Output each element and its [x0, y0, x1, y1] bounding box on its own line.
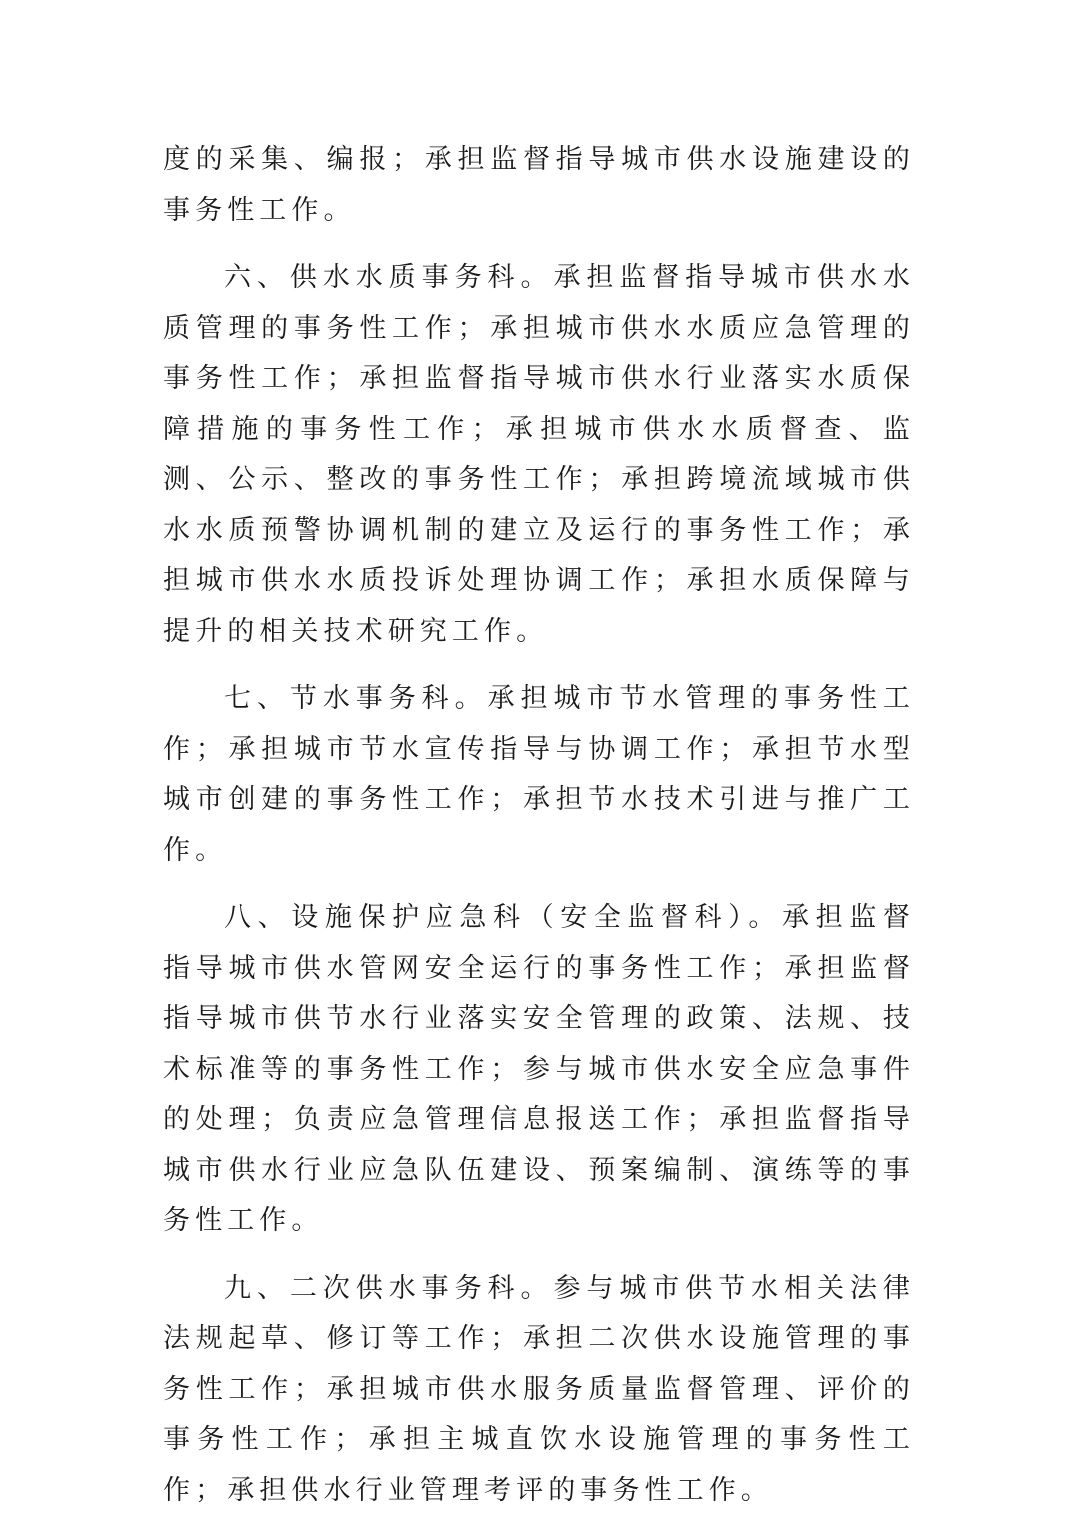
- paragraph-section-7-water-saving: 七、节水事务科。承担城市节水管理的事务性工作；承担城市节水宣传指导与协调工作；承担节水型城市创建的事务性工作；承担节水技术引进与推广工作。: [163, 683, 915, 866]
- paragraph-section-9-secondary-supply: 九、二次供水事务科。参与城市供节水相关法律法规起草、修订等工作；承担二次供水设施管理的事务性工作；承担城市供水服务质量监督管理、评价的事务性工作；承担主城直饮水设施管理的事务性工作；承担供水行业管理考评的事务性工作。: [163, 1272, 915, 1506]
- paragraph-section-8-facility-protection: 八、设施保护应急科（安全监督科）。承担监督指导城市供水管网安全运行的事务性工作；承担监督指导城市供节水行业落实安全管理的政策、法规、技术标准等的事务性工作；参与城市供水安全应急事件的处理；负责应急管理信息报送工作；承担监督指导城市供水行业应急队伍建设、预案编制、演练等的事务性工作。: [163, 902, 915, 1236]
- paragraph-section-6-water-quality: 六、供水水质事务科。承担监督指导城市供水水质管理的事务性工作；承担城市供水水质应急管理的事务性工作；承担监督指导城市供水行业落实水质保障措施的事务性工作；承担城市供水水质督查、监测、公示、整改的事务性工作；承担跨境流域城市供水水质预警协调机制的建立及运行的事务性工作；承担城市供水水质投诉处理协调工作；承担水质保障与提升的相关技术研究工作。: [163, 262, 915, 647]
- paragraph-continuation: 度的采集、编报；承担监督指导城市供水设施建设的事务性工作。: [163, 144, 915, 226]
- document-body: [163, 135, 915, 1533]
